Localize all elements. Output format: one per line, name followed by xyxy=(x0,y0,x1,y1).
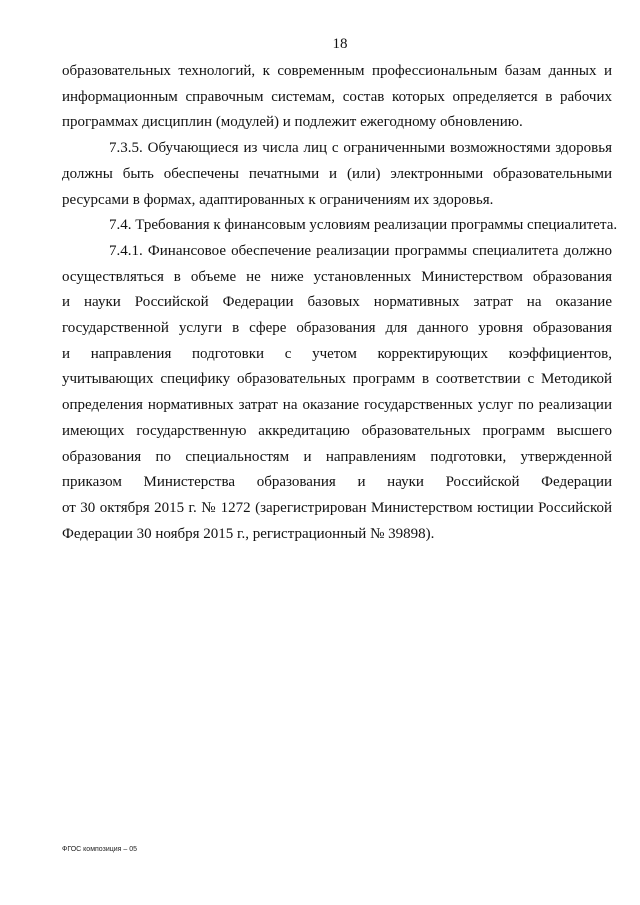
text-line: Федерации 30 ноября 2015 г., регистрационный № 39898). xyxy=(62,525,435,542)
text-line: определения нормативных затрат на оказание государственных услуг по реализации xyxy=(62,397,612,414)
paragraph-continuation xyxy=(62,59,612,136)
document-body xyxy=(62,59,618,547)
text-line: информационным справочным системам, состав которых определяется в рабочих xyxy=(62,88,612,105)
paragraph-7-3-5 xyxy=(62,136,612,213)
text-line: государственной услуги в сфере образования для данного уровня образования xyxy=(62,320,612,337)
text-line: учитывающих специфику образовательных программ в соответствии с Методикой xyxy=(62,371,612,388)
text-line: 7.3.5. Обучающиеся из числа лиц с ограниченными возможностями здоровья xyxy=(109,140,612,157)
text-line: и науки Российской Федерации базовых нормативных затрат на оказание xyxy=(62,294,612,311)
paragraph-7-4 xyxy=(62,213,618,239)
paragraph-7-4-1 xyxy=(62,239,612,547)
text-line: имеющих государственную аккредитацию образовательных программ высшего xyxy=(62,422,612,439)
text-line: от 30 октября 2015 г. № 1272 (зарегистрирован Министерством юстиции Российской xyxy=(62,499,612,516)
text-line: образования по специальностям и направлениям подготовки, утвержденной xyxy=(62,448,612,465)
text-line: приказом Министерства образования и науки Российской Федерации xyxy=(62,474,612,491)
text-line: программах дисциплин (модулей) и подлежит ежегодному обновлению. xyxy=(62,114,523,131)
text-line: 7.4.1. Финансовое обеспечение реализации программы специалитета должно xyxy=(109,242,612,259)
page-number: 18 xyxy=(332,36,348,52)
section-heading-line: 7.4. Требования к финансовым условиям реализации программы специалитета. xyxy=(109,217,618,234)
text-line: образовательных технологий, к современным профессиональным базам данных и xyxy=(62,63,612,79)
text-line: должны быть обеспечены печатными и (или) электронными образовательными xyxy=(62,165,612,182)
text-line: и направления подготовки с учетом корректирующих коэффициентов, xyxy=(62,345,612,362)
text-line: осуществляться в объеме не ниже установленных Министерством образования xyxy=(62,268,612,285)
text-line: ресурсами в формах, адаптированных к ограничениям их здоровья. xyxy=(62,191,494,208)
footer-label: ФГОС композиция – 05 xyxy=(62,846,138,853)
